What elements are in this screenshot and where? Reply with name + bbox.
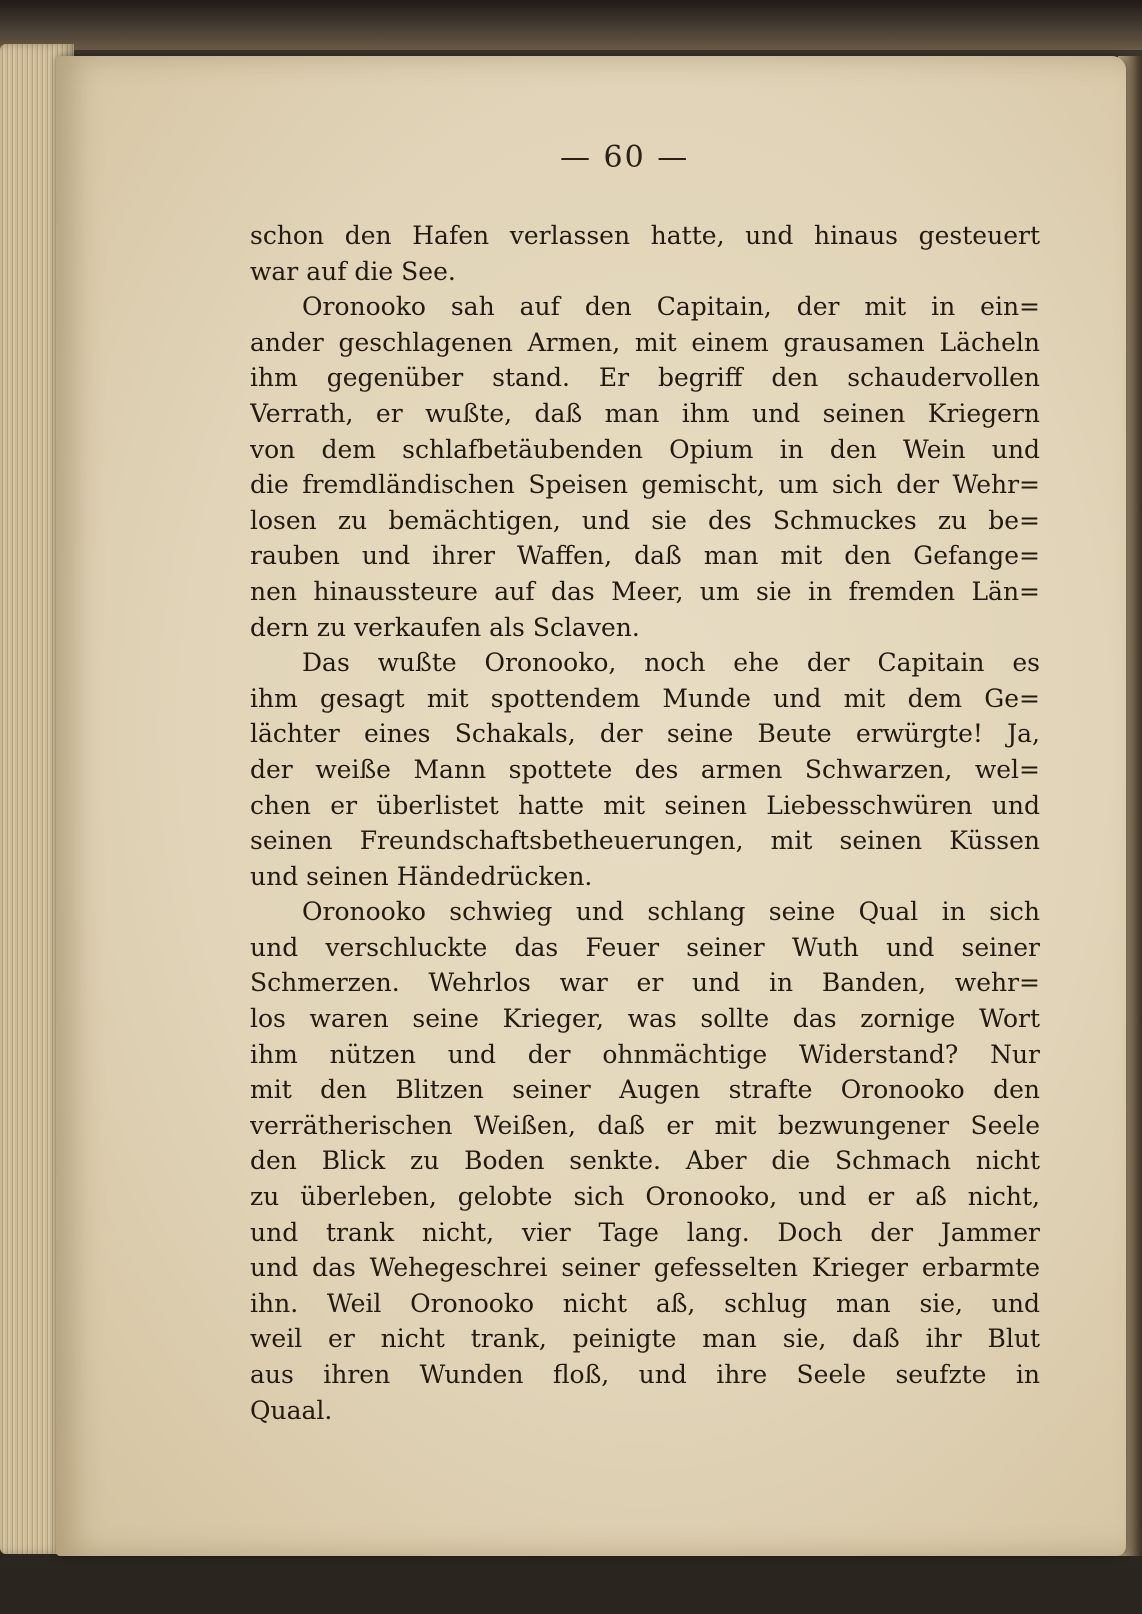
text-line: seinen Freundschaftsbetheuerungen, mit seinen Küssen: [250, 826, 1040, 856]
text-line: und verschluckte das Feuer seiner Wuth und seiner: [250, 932, 1040, 962]
text-line: mit den Blitzen seiner Augen strafte Oronooko den: [250, 1075, 1040, 1105]
text-line: lächter eines Schakals, der seine Beute erwürgte! Ja,: [250, 719, 1040, 749]
text-line: losen zu bemächtigen, und sie des Schmuckes zu be=: [250, 505, 1040, 535]
text-line: Das wußte Oronooko, noch ehe der Capitain es: [302, 648, 1040, 678]
text-line: und seinen Händedrücken.: [250, 861, 593, 891]
page-number: — 60 —: [560, 140, 690, 175]
page-text: [250, 218, 1040, 1428]
text-line: schon den Hafen verlassen hatte, und hinaus gesteuert: [250, 221, 1040, 250]
text-line: ander geschlagenen Armen, mit einem grausamen Lächeln: [250, 327, 1040, 357]
text-line: chen er überlistet hatte mit seinen Liebesschwüren und: [250, 790, 1040, 820]
text-line: Quaal.: [250, 1395, 333, 1425]
text-line: ihm gesagt mit spottendem Munde und mit dem Ge=: [250, 683, 1040, 713]
text-line: Verrath, er wußte, daß man ihm und seinen Kriegern: [250, 398, 1040, 428]
text-line: der weiße Mann spottete des armen Schwarzen, wel=: [250, 754, 1040, 784]
text-line: los waren seine Krieger, was sollte das zornige Wort: [250, 1004, 1040, 1034]
text-line: Oronooko schwieg und schlang seine Qual in sich: [302, 897, 1040, 927]
text-line: war auf die See.: [250, 256, 456, 286]
text-line: verrätherischen Weißen, daß er mit bezwungener Seele: [250, 1110, 1040, 1140]
text-line: von dem schlafbetäubenden Opium in den Wein und: [250, 434, 1040, 464]
text-line: ihm gegenüber stand. Er begriff den schaudervollen: [250, 363, 1040, 393]
text-line: Schmerzen. Wehrlos war er und in Banden, wehr=: [250, 968, 1040, 998]
text-line: aus ihren Wunden floß, und ihre Seele seufzte in: [250, 1360, 1040, 1389]
text-line: und das Wehegeschrei seiner gefesselten Krieger erbarmte: [250, 1253, 1040, 1283]
text-line: ihn. Weil Oronooko nicht aß, schlug man sie, und: [250, 1288, 1040, 1318]
text-line: den Blick zu Boden senkte. Aber die Schmach nicht: [250, 1146, 1040, 1176]
text-line: dern zu verkaufen als Sclaven.: [250, 612, 640, 642]
text-line: die fremdländischen Speisen gemischt, um sich der Wehr=: [250, 470, 1040, 500]
text-line: nen hinaussteure auf das Meer, um sie in fremden Län=: [250, 576, 1040, 606]
paragraph: [250, 218, 1040, 289]
text-line: zu überleben, gelobte sich Oronooko, und er aß nicht,: [250, 1182, 1040, 1212]
text-line: und trank nicht, vier Tage lang. Doch der Jammer: [250, 1217, 1040, 1247]
text-line: ihm nützen und der ohnmächtige Widerstand? Nur: [250, 1039, 1040, 1069]
paragraph: [250, 289, 1040, 645]
book-cover-edge: [0, 0, 1142, 50]
paragraph: [250, 894, 1040, 1428]
text-line: Oronooko sah auf den Capitain, der mit in ein=: [302, 292, 1040, 322]
paragraph: [250, 645, 1040, 894]
text-line: rauben und ihrer Waffen, daß man mit den Gefange=: [250, 541, 1040, 571]
text-line: weil er nicht trank, peinigte man sie, daß ihr Blut: [250, 1324, 1040, 1354]
